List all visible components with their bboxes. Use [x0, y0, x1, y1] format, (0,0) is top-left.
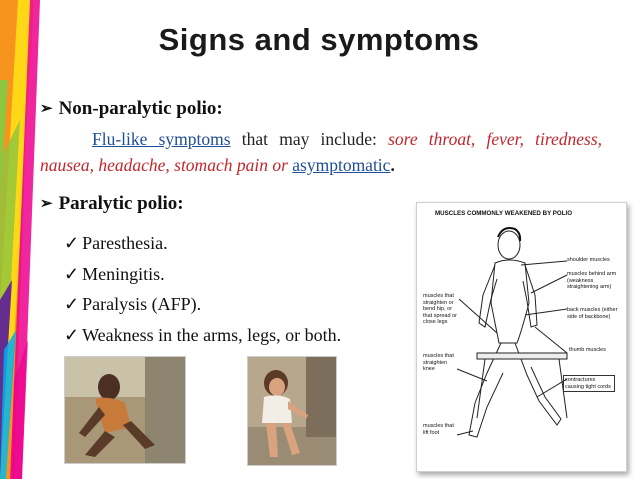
paralytic-heading	[40, 193, 184, 215]
list-item	[64, 289, 341, 320]
label-contractures: contractures causing tight cords	[563, 375, 615, 392]
checkmark-icon: ✓	[64, 324, 80, 345]
label-shoulder-muscles: shoulder muscles	[567, 257, 610, 263]
list-item-text: Paralysis (AFP).	[82, 294, 202, 314]
checkmark-icon: ✓	[64, 263, 80, 284]
checkmark-icon: ✓	[64, 233, 80, 253]
checkmark-icon: ✓	[64, 294, 80, 314]
list-item	[64, 320, 341, 351]
muscle-weakness-diagram	[416, 202, 627, 472]
slide-title: Signs and symptoms	[158, 22, 480, 57]
photo-polio-child-standing	[247, 356, 337, 466]
non-paralytic-heading	[40, 98, 223, 120]
paralytic-heading-text: Paralytic polio:	[58, 193, 184, 214]
non-paralytic-description	[40, 126, 602, 178]
diagram-title: MUSCLES COMMONLY WEAKENED BY POLIO	[435, 210, 573, 217]
list-item-text: Meningitis.	[82, 263, 165, 284]
label-hip-muscles: muscles that straighten or bend hip, or that spread or close legs	[423, 293, 457, 325]
label-foot-muscles: muscles that lift foot	[423, 423, 454, 436]
photo-polio-child-crawling	[64, 356, 186, 464]
asymptomatic-link[interactable]: asymptomatic	[292, 155, 391, 175]
label-muscles-behind-arm: muscles behind arm (weakness straightening arm)	[567, 271, 617, 290]
label-thumb-muscles: thumb muscles	[569, 347, 606, 353]
flu-like-symptoms-link[interactable]: Flu-like symptoms	[92, 129, 231, 149]
arrow-bullet-icon: ➢	[40, 101, 53, 117]
symptoms-list-text: sore throat, fever, tiredness, nausea, headache, stomach pain or	[40, 129, 603, 175]
period: .	[390, 155, 395, 175]
paralytic-symptom-list	[64, 228, 341, 350]
arrow-bullet-icon: ➢	[40, 196, 53, 212]
decorative-stripes	[0, 0, 48, 479]
description-plain-text: that may include:	[241, 129, 389, 149]
label-knee-muscles: muscles that straighten knee	[423, 353, 454, 372]
list-item-text: Weakness in the arms, legs, or both.	[82, 324, 342, 345]
non-paralytic-heading-text: Non-paralytic polio:	[58, 98, 223, 119]
list-item-text: Paresthesia.	[82, 233, 168, 253]
list-item	[64, 228, 341, 259]
label-back-muscles: back muscles (either side of backbone)	[567, 307, 618, 320]
list-item	[64, 259, 341, 290]
